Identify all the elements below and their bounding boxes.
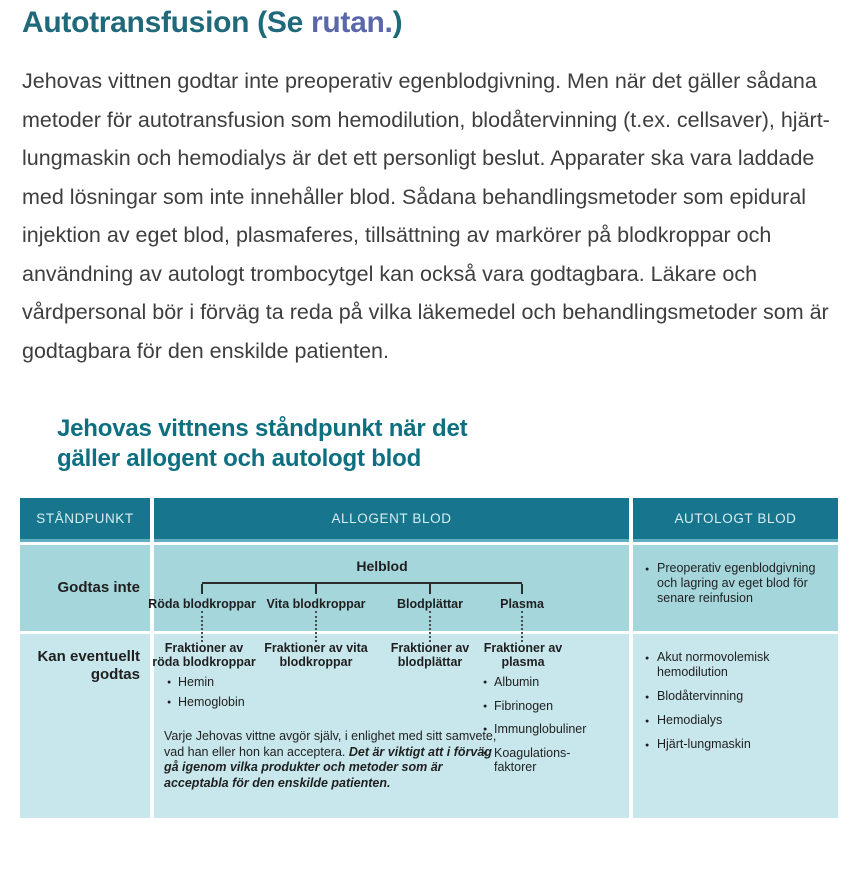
component-red-cells: Röda blodkroppar — [148, 597, 256, 611]
dotted-connector-platelets — [429, 611, 431, 642]
dotted-connector-red-cells — [201, 611, 203, 642]
whole-blood-label: Helblod — [356, 558, 408, 574]
component-white-cells: Vita blodkroppar — [266, 597, 366, 611]
row-label-not-accepted: Godtas inte — [20, 545, 150, 631]
note-emphasis-text: Det är viktigt att i förväg gå igenom vilka produkter och metoder som är acceptabla för den enskilde patienten. — [164, 744, 492, 790]
group-heading: Fraktioner av vita blodkroppar — [264, 641, 368, 669]
autologous-not-accepted-list — [633, 545, 838, 606]
note-regular-text: Varje Jehovas vittne avgör själv, i enlighet med sitt samvete, vad han eller hon kan acceptera. — [164, 729, 497, 759]
group-heading: Fraktioner av röda blodkroppar — [152, 641, 256, 669]
group-heading: Fraktioner av plasma — [483, 641, 563, 669]
list-item: ● Hjärt-lungmaskin — [645, 737, 830, 752]
component-plasma: Plasma — [500, 597, 544, 611]
list-item: ● Akut normovolemisk hemodilution — [645, 650, 830, 680]
list-item: ● Hemoglobin — [167, 695, 257, 710]
whole-blood-tree-cell — [148, 545, 629, 631]
standpoint-table — [20, 498, 838, 818]
list-item: ● Blodåtervinning — [645, 689, 830, 704]
list-item: ● Hemodialys — [645, 713, 830, 728]
list-item: ● Hemin — [167, 675, 257, 690]
page-title-prefix: Autotransfusion (Se — [22, 6, 312, 39]
fractions-red-cells-group — [151, 641, 257, 714]
column-header-autologous-blood: AUTOLOGT BLOD — [633, 498, 838, 542]
column-header-standpoint: STÅNDPUNKT — [20, 498, 150, 542]
page-title-suffix: ) — [392, 6, 403, 39]
list-item: ● Koagulationsfaktorer — [483, 746, 582, 775]
component-platelets: Blodplättar — [397, 597, 463, 611]
list-item: ● Immunglobuliner — [483, 722, 582, 737]
list-item: ● Fibrinogen — [483, 699, 582, 714]
list-item: ● Preoperativ egenblodgivning och lagring av eget blod för senare reinfusion — [645, 561, 830, 606]
group-heading: Fraktioner av blodplättar — [390, 641, 470, 669]
fractions-cell — [154, 634, 629, 818]
autologous-may-accept-list — [633, 634, 838, 752]
column-header-allogenic-blood: ALLOGENT BLOD — [154, 498, 629, 542]
autologous-not-accepted-cell — [633, 545, 838, 631]
dotted-connector-plasma — [521, 611, 523, 642]
page-title — [22, 6, 834, 40]
tree-tick — [201, 584, 203, 594]
tree-tick — [521, 584, 523, 594]
dotted-connector-white-cells — [315, 611, 317, 642]
standpoint-box — [22, 414, 834, 818]
box-title: Jehovas vittnens ståndpunkt när det gäller allogent och autologt blod — [57, 415, 468, 472]
group-list — [151, 675, 257, 709]
tree-tick — [429, 584, 431, 594]
conscience-note — [164, 729, 504, 791]
intro-paragraph: Jehovas vittnen godtar inte preoperativ egenblodgivning. Men när det gäller sådana metoder för autotransfusion som hemodilution, blodåtervinning (t.ex. cellsaver), hjärt-lungmaskin och hemodialys är det ett personligt beslut. Apparater ska vara laddade med lösningar som inte innehåller blod. Sådana behandlingsmetoder som epidural injektion av eget blod, plasmaferes, tillsättning av markörer på blodkroppar och användning av autologt trombocytgel kan också vara godtagbara. Läkare och vårdpersonal bör i förväg ta reda på vilka läkemedel och behandlingsmetoder som är godtagbara för den enskilde patienten. — [22, 69, 830, 363]
tree-tick — [315, 584, 317, 594]
fractions-white-cells-group — [258, 641, 374, 669]
tree-bracket — [202, 582, 522, 596]
autologous-may-accept-cell — [633, 634, 838, 818]
list-item: ● Albumin — [483, 675, 582, 690]
rutan-link[interactable]: rutan. — [311, 6, 393, 39]
row-label-may-be-accepted: Kan eventuellt godtas — [20, 634, 150, 818]
